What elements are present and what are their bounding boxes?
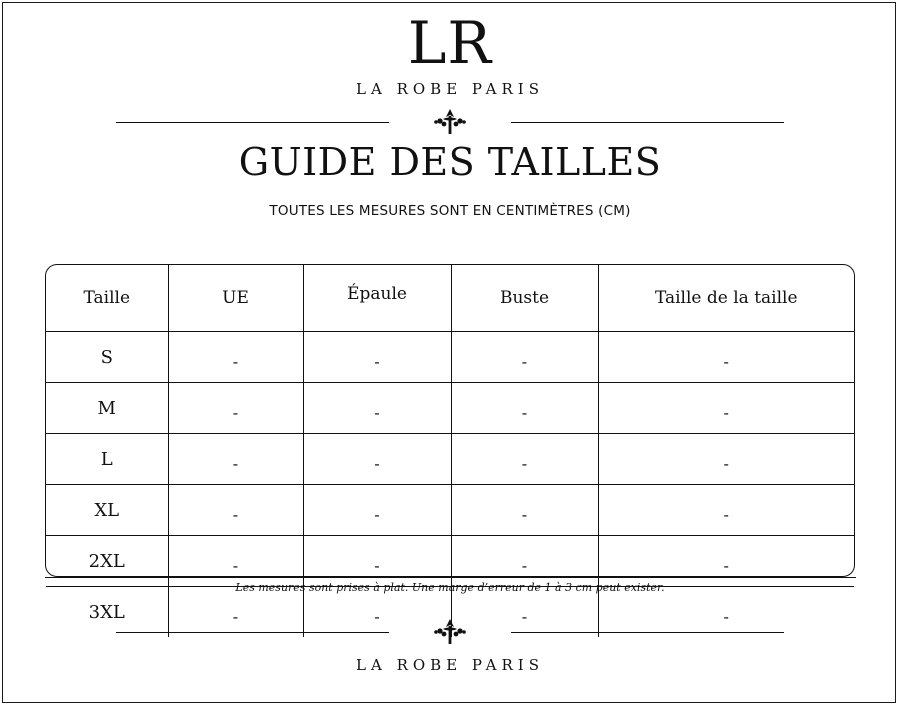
page-subtitle: TOUTES LES MESURES SONT EN CENTIMÈTRES (CM) <box>269 203 631 219</box>
eu-cell: - <box>168 383 303 434</box>
waist-cell: - <box>598 587 854 638</box>
divider-line-left <box>116 632 389 633</box>
divider-line-right <box>511 122 784 123</box>
footer-brand-name: LA ROBE PARIS <box>356 656 544 674</box>
size-cell: L <box>46 434 168 485</box>
waist-cell: - <box>598 383 854 434</box>
size-cell: S <box>46 332 168 383</box>
bust-cell: - <box>451 485 598 536</box>
bust-cell: - <box>451 536 598 587</box>
bottom-divider <box>0 617 900 647</box>
size-cell: 3XL <box>46 587 168 638</box>
shoulder-cell: - <box>303 485 451 536</box>
table-row <box>46 485 854 536</box>
column-header-shoulder: Épaule <box>303 265 451 332</box>
page-title: GUIDE DES TAILLES <box>238 140 662 184</box>
shoulder-cell: - <box>303 434 451 485</box>
waist-cell: - <box>598 332 854 383</box>
table-row <box>46 332 854 383</box>
fleur-de-lis-icon <box>432 107 468 137</box>
waist-cell: - <box>598 434 854 485</box>
bust-cell: - <box>451 332 598 383</box>
eu-cell: - <box>168 485 303 536</box>
measurement-note: Les mesures sont prises à plat. Une marge d’erreur de 1 à 3 cm peut exister. <box>235 581 665 594</box>
brand-logo: LR <box>407 9 493 77</box>
divider-line-right <box>511 632 784 633</box>
shoulder-cell: - <box>303 536 451 587</box>
top-divider <box>0 107 900 137</box>
column-header-size: Taille <box>46 265 168 332</box>
bust-cell: - <box>451 434 598 485</box>
table-row <box>46 434 854 485</box>
table-row <box>46 383 854 434</box>
shoulder-cell: - <box>303 383 451 434</box>
size-cell: M <box>46 383 168 434</box>
bust-cell: - <box>451 587 598 638</box>
column-header-eu: UE <box>168 265 303 332</box>
eu-cell: - <box>168 434 303 485</box>
waist-cell: - <box>598 485 854 536</box>
eu-cell: - <box>168 587 303 638</box>
fleur-de-lis-icon <box>432 617 468 647</box>
bust-cell: - <box>451 383 598 434</box>
column-header-waist: Taille de la taille <box>598 265 854 332</box>
brand-name: LA ROBE PARIS <box>356 80 544 98</box>
size-cell: XL <box>46 485 168 536</box>
column-header-bust: Buste <box>451 265 598 332</box>
shoulder-cell: - <box>303 587 451 638</box>
table-underline <box>45 577 856 578</box>
table-row <box>46 536 854 587</box>
waist-cell: - <box>598 536 854 587</box>
eu-cell: - <box>168 332 303 383</box>
table-header-row <box>46 265 854 332</box>
shoulder-cell: - <box>303 332 451 383</box>
size-cell: 2XL <box>46 536 168 587</box>
eu-cell: - <box>168 536 303 587</box>
divider-line-left <box>116 122 389 123</box>
